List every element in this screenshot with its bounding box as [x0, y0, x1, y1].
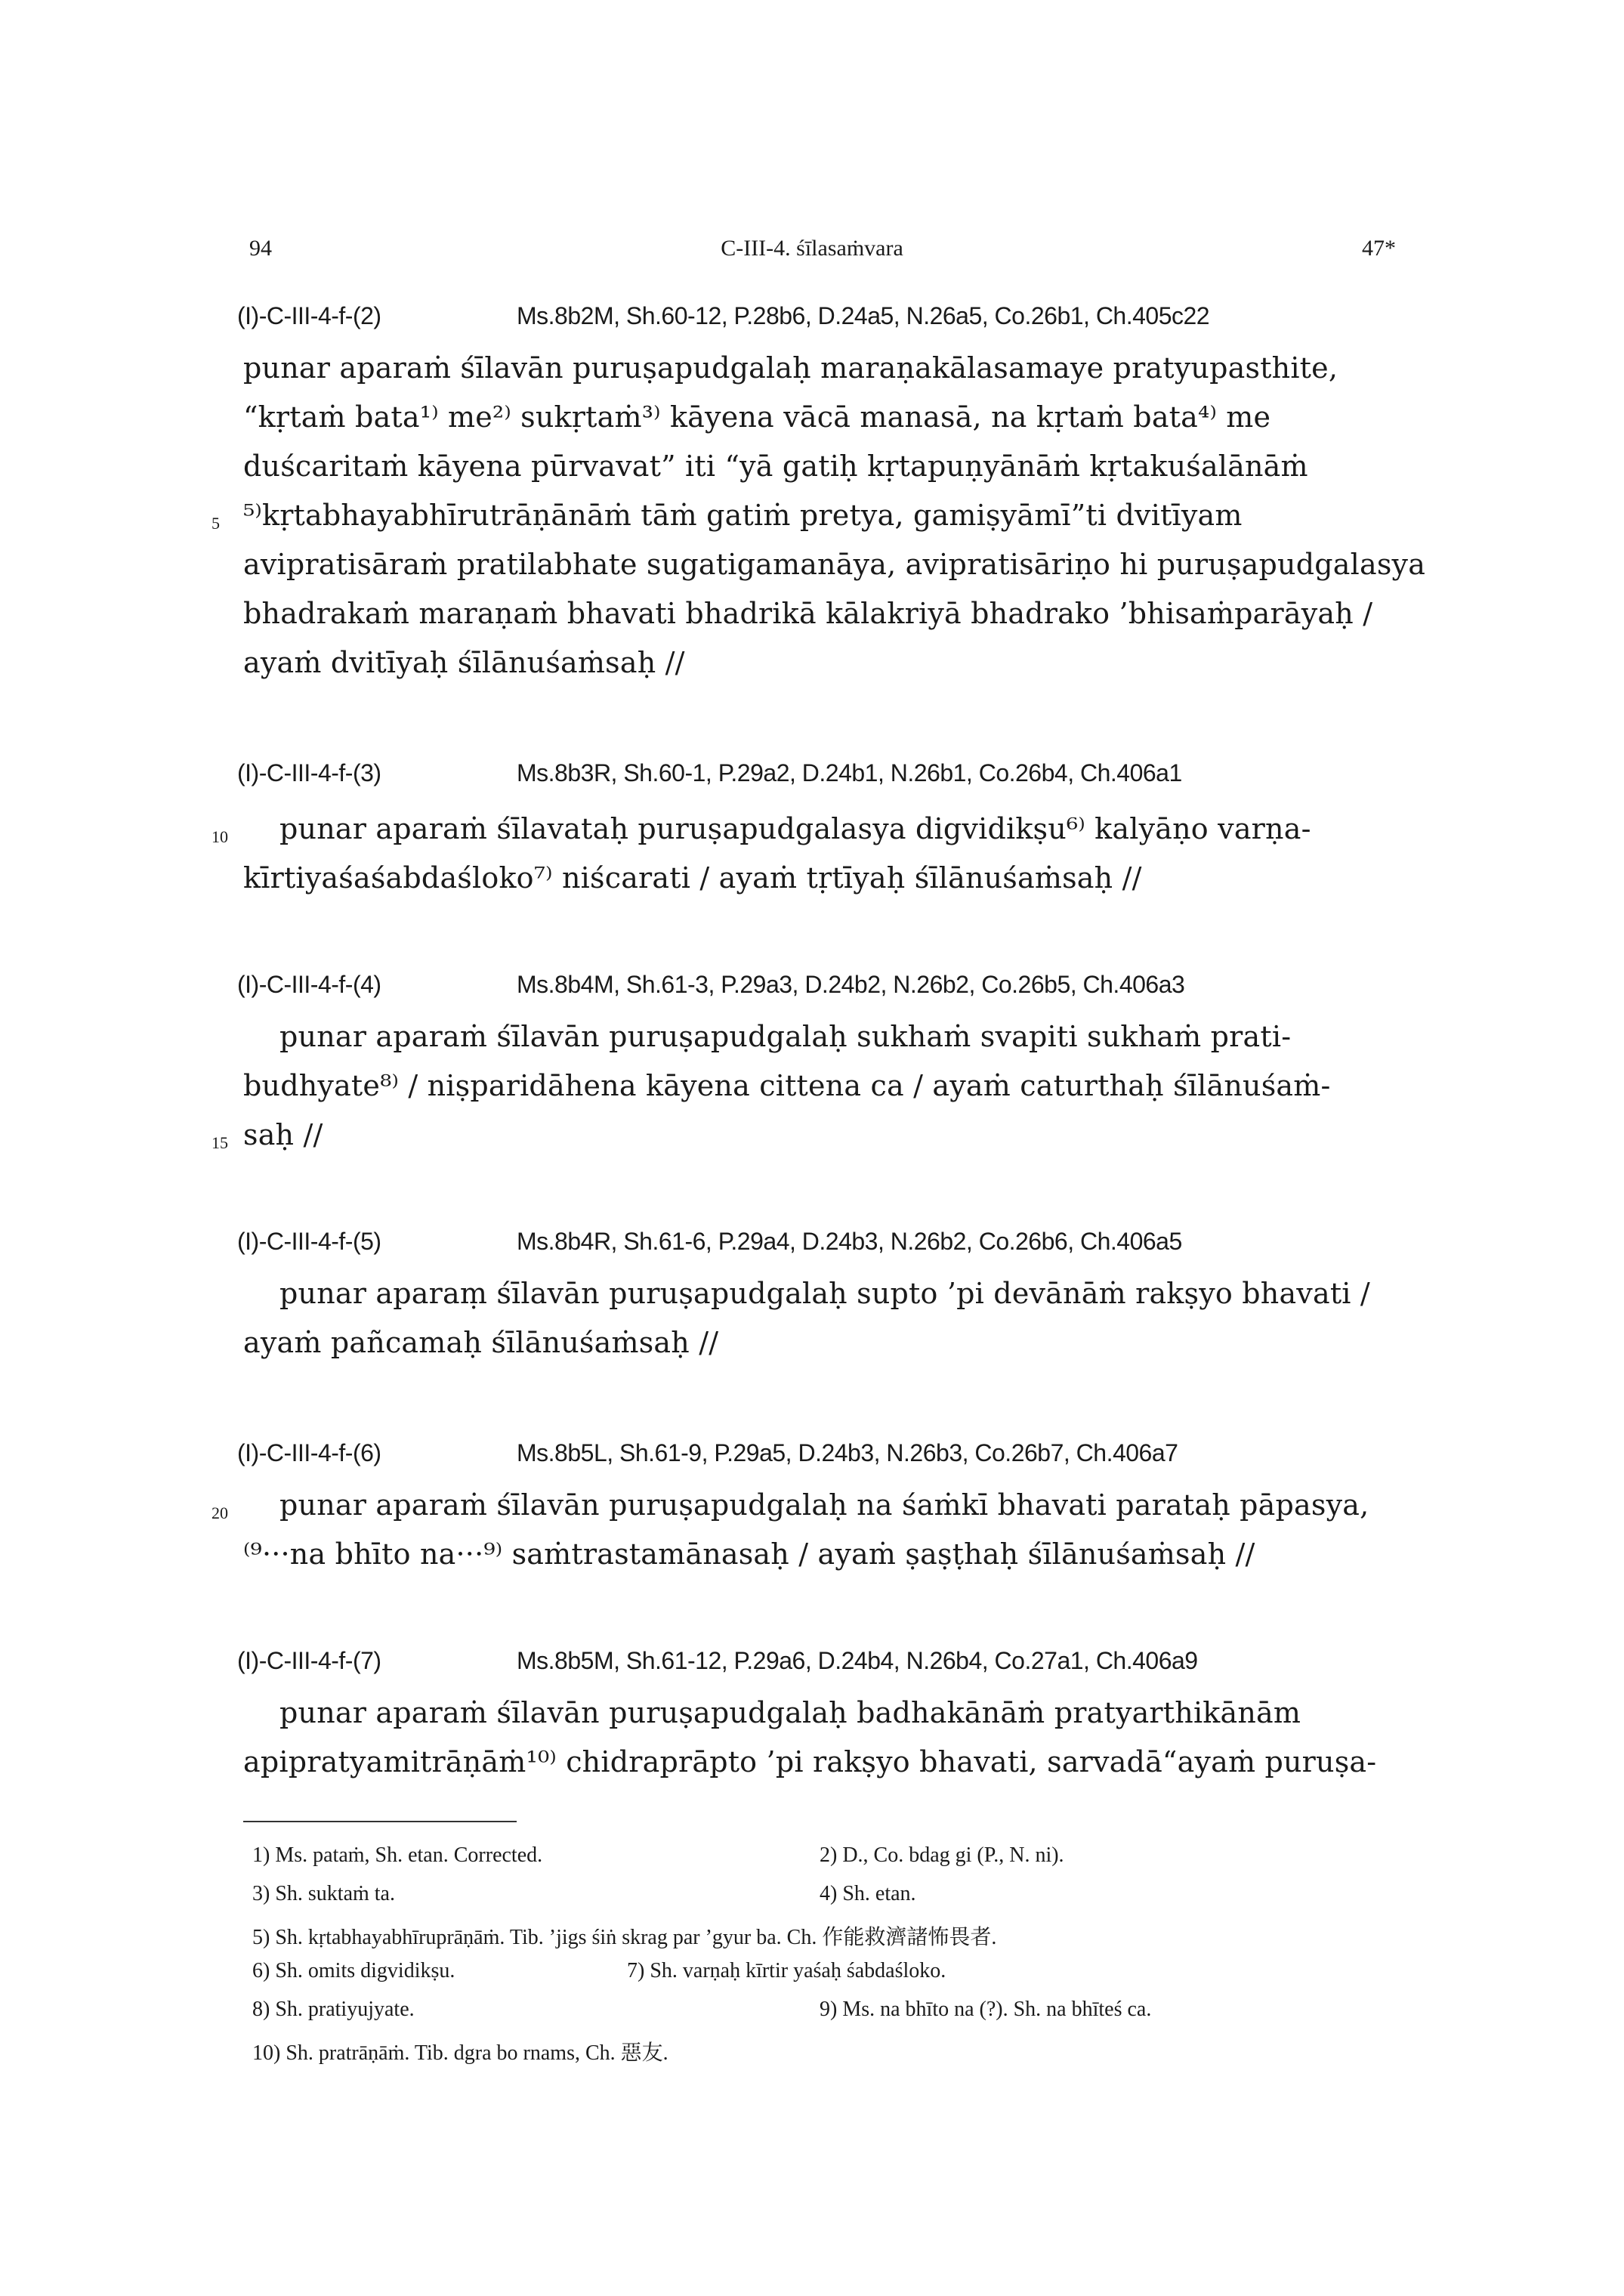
section-refs: Ms.8b2M, Sh.60-12, P.28b6, D.24a5, N.26a5, Co.26b1, Ch.405c22: [517, 302, 1210, 329]
footnote: 1) Ms. pataṁ, Sh. etan. Corrected.: [252, 1843, 543, 1867]
footnote-rule: [243, 1821, 517, 1822]
footnote: 10) Sh. pratrāṇāṁ. Tib. dgra bo rnams, Ch. 惡友.: [252, 2041, 668, 2065]
footnote: 5) Sh. kṛtabhayabhīruprāṇāṁ. Tib. ’jigs śiṅ skrag par ’gyur ba. Ch. 作能救濟諸怖畏者.: [252, 1926, 997, 1949]
footnote: 3) Sh. suktaṁ ta.: [252, 1882, 395, 1905]
line-number: 20: [211, 1503, 228, 1522]
text-line: bhadrakaṁ maraṇaṁ bhavati bhadrikā kālakriyā bhadrako ’bhisaṁparāyaḥ /: [243, 597, 1373, 630]
section-heading: [237, 302, 1209, 330]
footnote: 7) Sh. varṇaḥ kīrtir yaśaḥ śabdaśloko.: [627, 1959, 946, 1982]
footnote: 8) Sh. pratiyujyate.: [252, 1998, 415, 2021]
text-line: budhyate⁸⁾ / niṣparidāhena kāyena cittena ca / ayaṁ caturthaḥ śīlānuśaṁ-: [243, 1069, 1331, 1102]
text-line: punar aparaṁ śīlavān puruṣapudgalaḥ na śaṁkī bhavati parataḥ pāpasya,: [279, 1488, 1369, 1522]
section-id: (I)-C-III-4-f-(6): [237, 1439, 381, 1466]
section-heading: [237, 1647, 1198, 1675]
line-number: 10: [211, 827, 228, 846]
text-line: “kṛtaṁ bata¹⁾ me²⁾ sukṛtaṁ³⁾ kāyena vācā manasā, na kṛtaṁ bata⁴⁾ me: [243, 400, 1271, 434]
running-title: C-III-4. śīlasaṁvara: [721, 236, 903, 261]
section-heading: [237, 971, 1184, 999]
text-line: punar aparaṁ śīlavān puruṣapudgalaḥ sukhaṁ svapiti sukhaṁ prati-: [279, 1020, 1292, 1053]
section-id: (I)-C-III-4-f-(5): [237, 1228, 381, 1255]
page-number: 94: [249, 236, 272, 261]
section-heading: [237, 759, 1182, 787]
text-line: kīrtiyaśaśabdaśloko⁷⁾ niścarati / ayaṁ tṛtīyaḥ śīlānuśaṁsaḥ //: [243, 861, 1142, 895]
footnote: 6) Sh. omits digvidikṣu.: [252, 1959, 455, 1982]
section-id: (I)-C-III-4-f-(2): [237, 302, 381, 329]
text-line: ⁵⁾kṛtabhayabhīrutrāṇānāṁ tāṁ gatiṁ pretya, gamiṣyāmī”ti dvitīyam: [243, 499, 1243, 532]
text-line: duścaritaṁ kāyena pūrvavat” iti “yā gatiḥ kṛtapuṇyānāṁ kṛtakuśalānāṁ: [243, 450, 1308, 483]
section-refs: Ms.8b4R, Sh.61-6, P.29a4, D.24b3, N.26b2, Co.26b6, Ch.406a5: [517, 1228, 1182, 1255]
text-line: ayaṁ dvitīyaḥ śīlānuśaṁsaḥ //: [243, 646, 685, 679]
text-line: punar aparaṁ śīlavān puruṣapudgalaḥ badhakānāṁ pratyarthikānām: [279, 1696, 1301, 1729]
section-id: (I)-C-III-4-f-(3): [237, 759, 381, 786]
folio-number: 47*: [1362, 236, 1396, 261]
text-line: avipratisāraṁ pratilabhate sugatigamanāya, avipratisāriṇo hi puruṣapudgalasya: [243, 548, 1426, 581]
section-refs: Ms.8b5M, Sh.61-12, P.29a6, D.24b4, N.26b4, Co.27a1, Ch.406a9: [517, 1647, 1198, 1674]
section-id: (I)-C-III-4-f-(4): [237, 971, 381, 998]
text-line: punar aparaṁ śīlavataḥ puruṣapudgalasya digvidikṣu⁶⁾ kalyāṇo varṇa-: [279, 812, 1311, 845]
section-refs: Ms.8b4M, Sh.61-3, P.29a3, D.24b2, N.26b2, Co.26b5, Ch.406a3: [517, 971, 1185, 998]
section-refs: Ms.8b5L, Sh.61-9, P.29a5, D.24b3, N.26b3, Co.26b7, Ch.406a7: [517, 1439, 1178, 1466]
text-line: punar aparaṃ śīlavān puruṣapudgalaḥ supto ’pi devānāṁ rakṣyo bhavati /: [279, 1277, 1370, 1310]
footnote: 9) Ms. na bhīto na (?). Sh. na bhīteś ca.: [820, 1998, 1152, 2021]
section-refs: Ms.8b3R, Sh.60-1, P.29a2, D.24b1, N.26b1, Co.26b4, Ch.406a1: [517, 759, 1182, 786]
section-heading: [237, 1228, 1182, 1256]
text-line: punar aparaṁ śīlavān puruṣapudgalaḥ maraṇakālasamaye pratyupasthite,: [243, 351, 1338, 385]
text-line: saḥ //: [243, 1118, 323, 1151]
footnote: 4) Sh. etan.: [820, 1882, 916, 1905]
footnote: 2) D., Co. bdag gi (P., N. ni).: [820, 1843, 1064, 1867]
line-number: 15: [211, 1133, 228, 1152]
text-line: ayaṁ pañcamaḥ śīlānuśaṁsaḥ //: [243, 1326, 719, 1359]
section-heading: [237, 1439, 1178, 1467]
text-line: apipratyamitrāṇāṁ¹⁰⁾ chidraprāpto ’pi rakṣyo bhavati, sarvadā“ayaṁ puruṣa-: [243, 1745, 1377, 1778]
section-id: (I)-C-III-4-f-(7): [237, 1647, 381, 1674]
line-number: 5: [211, 514, 220, 533]
text-line: ⁽⁹···na bhīto na···⁹⁾ saṁtrastamānasaḥ / ayaṁ ṣaṣṭhaḥ śīlānuśaṁsaḥ //: [243, 1537, 1255, 1571]
